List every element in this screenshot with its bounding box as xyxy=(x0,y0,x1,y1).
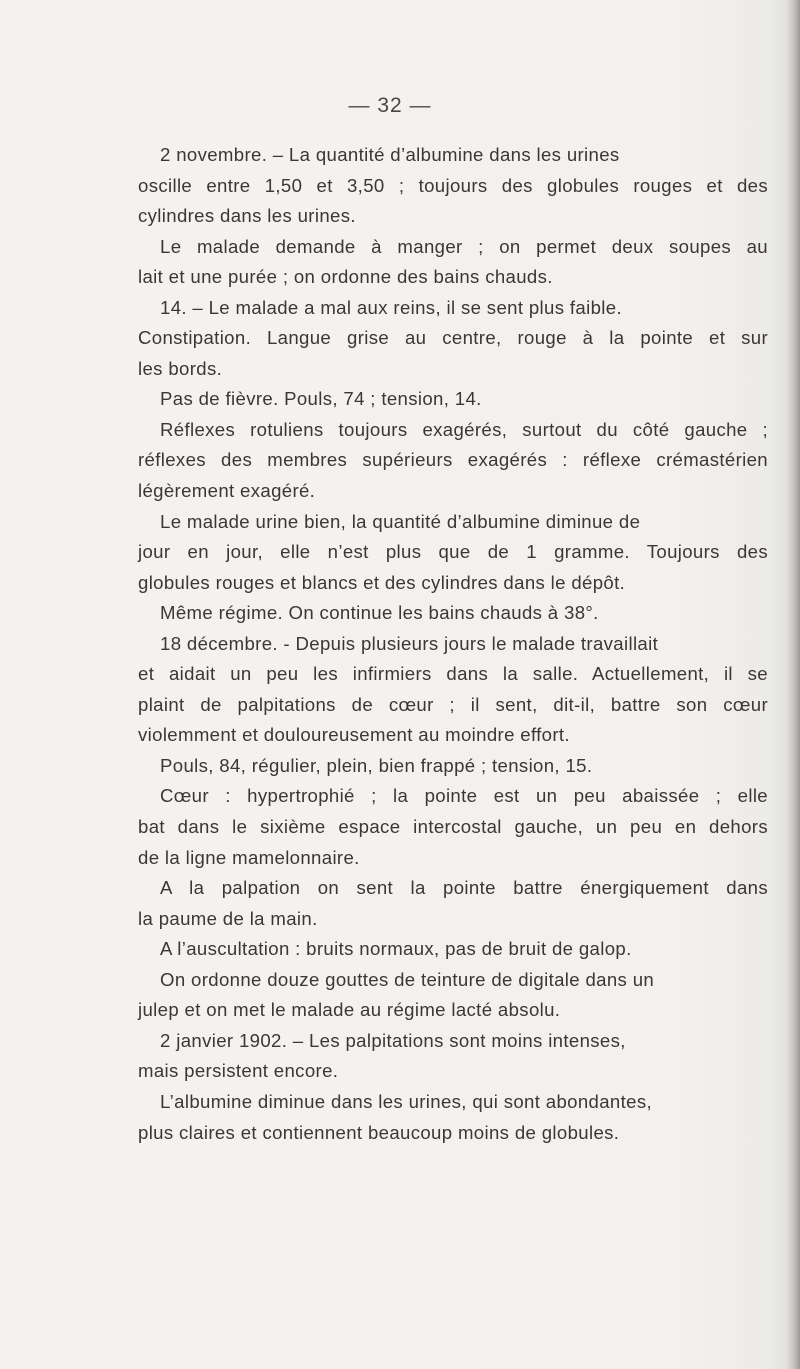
page-number: — 32 — xyxy=(348,94,432,117)
text-line: Pouls, 84, régulier, plein, bien frappé ; tension, 15. xyxy=(160,754,593,776)
text-line: 2 novembre. – La quantité d’albumine dans les urines xyxy=(160,144,620,165)
text-line: julep et on met le malade au régime lacté absolu. xyxy=(138,999,561,1021)
text-line: cylindres dans les urines. xyxy=(138,205,356,227)
text-line: L’albumine diminue dans les urines, qui sont abondantes, xyxy=(160,1090,652,1112)
text-line: légèrement exagéré. xyxy=(138,480,316,502)
text-line: jour en jour, elle n’est plus que de 1 gramme. Toujours des xyxy=(138,541,768,563)
text-line: Pas de fièvre. Pouls, 74 ; tension, 14. xyxy=(160,388,482,410)
text-line: A l’auscultation : bruits normaux, pas de bruit de galop. xyxy=(160,938,632,960)
text-line: violemment et douloureusement au moindre effort. xyxy=(138,724,570,746)
text-line: 2 janvier 1902. – Les palpitations sont moins intenses, xyxy=(160,1029,626,1051)
text-line: Réflexes rotuliens toujours exagérés, surtout du côté gauche ; xyxy=(160,418,768,440)
text-line: 14. – Le malade a mal aux reins, il se sent plus faible. xyxy=(160,296,622,318)
body-text xyxy=(138,140,768,1148)
text-line: On ordonne douze gouttes de teinture de digitale dans un xyxy=(160,968,655,990)
page-edge-shadow xyxy=(786,0,800,1369)
text-line: Le malade demande à manger ; on permet deux soupes au xyxy=(160,235,768,257)
text-line: oscille entre 1,50 et 3,50 ; toujours des globules rouges et des xyxy=(138,174,768,196)
text-line: de la ligne mamelonnaire. xyxy=(138,846,360,868)
text-line: Constipation. Langue grise au centre, rouge à la pointe et sur xyxy=(138,327,768,349)
text-line: Cœur : hypertrophié ; la pointe est un peu abaissée ; elle xyxy=(160,785,768,807)
text-line: plaint de palpitations de cœur ; il sent, dit-il, battre son cœur xyxy=(138,693,768,715)
text-line: et aidait un peu les infirmiers dans la salle. Actuellement, il se xyxy=(138,663,768,685)
text-line: Même régime. On continue les bains chauds à 38°. xyxy=(160,602,599,624)
text-line: bat dans le sixième espace intercostal gauche, un peu en dehors xyxy=(138,816,768,838)
text-line: A la palpation on sent la pointe battre énergiquement dans xyxy=(160,877,768,899)
text-line: mais persistent encore. xyxy=(138,1060,339,1082)
text-line: plus claires et contiennent beaucoup moins de globules. xyxy=(138,1121,620,1143)
text-line: globules rouges et blancs et des cylindres dans le dépôt. xyxy=(138,571,626,593)
text-line: les bords. xyxy=(138,357,223,379)
text-line: Le malade urine bien, la quantité d’albumine diminue de xyxy=(160,510,641,532)
text-line: lait et une purée ; on ordonne des bains chauds. xyxy=(138,266,553,288)
text-line: 18 décembre. - Depuis plusieurs jours le malade travaillait xyxy=(160,632,659,654)
text-line: la paume de la main. xyxy=(138,907,318,929)
text-line: réflexes des membres supérieurs exagérés : réflexe crémastérien xyxy=(138,449,768,471)
